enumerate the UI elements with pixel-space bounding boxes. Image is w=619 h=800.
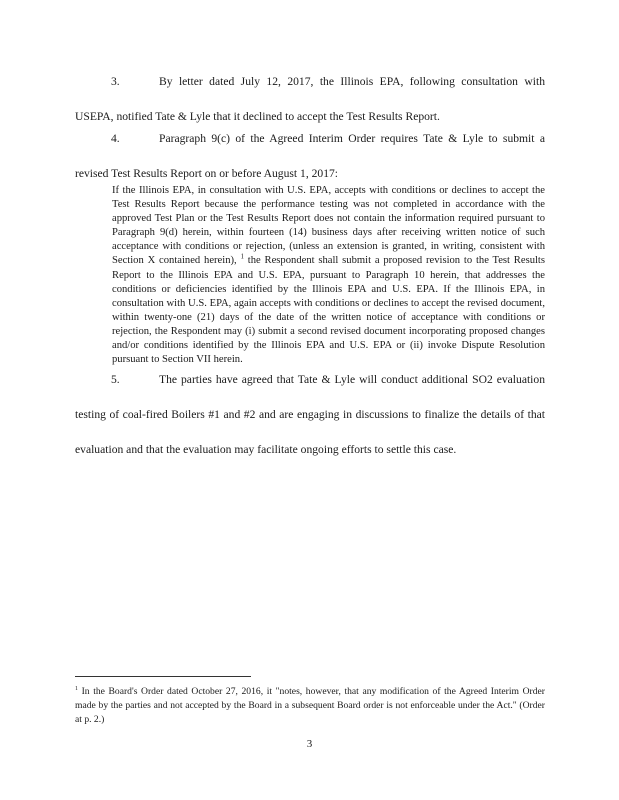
page-number: 3: [306, 738, 313, 750]
paragraph-5: [75, 362, 545, 467]
footnote-marker: 1: [75, 686, 78, 692]
paragraph-text: By letter dated July 12, 2017, the Illinois EPA, following consultation with USEPA, notified Tate & Lyle that it declined to accept the Test Results Report.: [75, 75, 545, 123]
footnote-reference[interactable]: 1: [240, 252, 244, 261]
block-quote-text-part-2: the Respondent shall submit a proposed revision to the Test Results Report to the Illinois EPA and U.S. EPA, pursuant to Paragraph 10 herein, that addresses the conditions or deficiencies identified by the Illinois EPA and U.S. EPA. If the Illinois EPA, in consultation with U.S. EPA, again accepts with conditions or declines to accept the revised document, within twenty-one (21) days of the date of the written notice of acceptance with conditions or rejection, the Respondent may (i) submit a second revised document incorporating proposed changes and/or conditions identified by the Illinois EPA and U.S. EPA or (ii) invoke Dispute Resolution pursuant to Section VII herein.: [112, 255, 546, 366]
footnote: [75, 682, 545, 727]
footnote-separator: [75, 676, 251, 677]
paragraph-number: 5.: [111, 373, 120, 386]
footnote-text: In the Board's Order dated October 27, 2016, it "notes, however, that any modification of the Agreed Interim Order made by the parties and not accepted by the Board in a subsequent Board order is not enforceable under the Act." (Order at p. 2.): [75, 686, 545, 726]
block-quote: [112, 184, 545, 367]
paragraph-4: [75, 121, 545, 191]
paragraph-number: 3.: [111, 75, 120, 88]
paragraph-text: The parties have agreed that Tate & Lyle will conduct additional SO2 evaluation testing of coal-fired Boilers #1 and #2 and are engaging in discussions to finalize the details of that evaluation and that the evaluation may facilitate ongoing efforts to settle this case.: [75, 373, 545, 456]
paragraph-number: 4.: [111, 132, 120, 145]
paragraph-text: Paragraph 9(c) of the Agreed Interim Order requires Tate & Lyle to submit a revised Test Results Report on or before August 1, 2017:: [75, 132, 545, 180]
block-quote-text-part-1: If the Illinois EPA, in consultation with U.S. EPA, accepts with conditions or declines to accept the Test Results Report because the performance testing was not completed in accordance with the approved Test Plan or the Test Results Report does not contain the information required pursuant to Paragraph 9(d) herein, within fourteen (14) business days after receiving written notice of such acceptance with conditions or rejection, (unless an extension is granted, in writing, consistent with Section X contained herein),: [112, 185, 545, 267]
